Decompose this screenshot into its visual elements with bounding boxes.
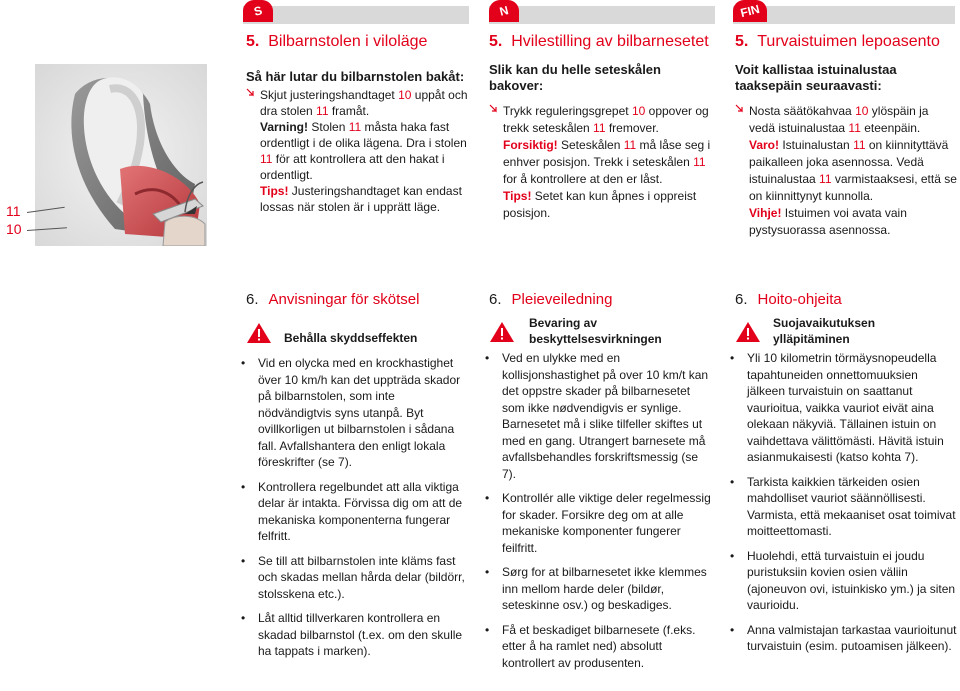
language-flag-fin: FIN bbox=[733, 0, 767, 22]
list-item: • Tarkista kaikkien tärkeiden osien mahdolliset vauriot säännöllisesti. Varmista, että mekaaniset osat toimivat moitteettomasti. bbox=[727, 474, 957, 540]
callout-label-10: 10 bbox=[6, 221, 22, 237]
seat-recline-illustration bbox=[35, 64, 207, 246]
section6-fin-heading: 6. Hoito-ohjeita bbox=[735, 291, 842, 308]
header-bar-s bbox=[243, 6, 469, 24]
section6-n-heading: 6. Pleieveiledning bbox=[489, 291, 613, 308]
section6-n-list bbox=[482, 350, 712, 679]
section5-s-instruction: Skjut justeringshandtaget 10 uppåt och dra stolen 11 framåt. Varning! Stolen 11 måsta haka fast ordentligt i de olika lägena. Dra i stolen 11 för att kontrollera att den hakat i ordentligt. Tips! Justeringshandtaget kan endast lossas när stolen är i upprätt läge. bbox=[246, 87, 471, 215]
warning-triangle-icon bbox=[246, 322, 272, 344]
section5-fin bbox=[735, 32, 957, 239]
arrow-icon bbox=[735, 104, 747, 116]
section5-n bbox=[489, 32, 717, 222]
list-item: • Yli 10 kilometrin törmäysnopeudella tapahtuneiden onnettomuuksien jälkeen turvaistuin on saattanut vaurioitua, vaikka vauriot eivät aina olekaan näkyviä. Tällainen istuin on vaihdettava välittömästi. Hävitä istuin asianmukaisesti (katso kohta 7). bbox=[727, 350, 957, 466]
list-item: • Få et beskadiget bilbarnesete (f.eks. etter å ha ramlet ned) absolutt kontrollert av produsenten. bbox=[482, 622, 712, 672]
list-item: • Ved en ulykke med en kollisjonshastighet på over 10 km/t kan det oppstre skader på bilbarnesetet som ikke nødvendigvis er synlige. Barnesetet må i slike tilfeller skiftes ut med en gang. Utrangert barnesete må avfallsbehandles forskriftsmessig (se 7). bbox=[482, 350, 712, 482]
section6-fin-warning: Suojavaikutuksen ylläpitäminen bbox=[735, 315, 957, 349]
section5-n-subheading: Slik kan du helle seteskålen bakover: bbox=[489, 62, 661, 93]
section5-fin-heading: 5. Turvaistuimen lepoasento bbox=[735, 33, 940, 50]
section5-s-subheading: Så här lutar du bilbarnstolen bakåt: bbox=[246, 69, 465, 84]
warning-triangle-icon bbox=[735, 321, 761, 343]
language-flag-n: N bbox=[489, 0, 519, 22]
section6-fin-list bbox=[727, 350, 957, 663]
list-item: • Se till att bilbarnstolen inte kläms fast och skadas mellan hårda delar (bildörr, stolsskena etc.). bbox=[238, 553, 466, 603]
list-item: • Sørg for at bilbarnesetet ikke klemmes inn mellom harde deler (bildør, seteskinne osv.) og beskadiges. bbox=[482, 564, 712, 614]
arrow-icon bbox=[489, 104, 501, 116]
callout-label-11: 11 bbox=[6, 203, 21, 219]
section5-n-heading: 5. Hvilestilling av bilbarnesetet bbox=[489, 33, 709, 50]
list-item: • Anna valmistajan tarkastaa vaurioitunut turvaistuin (esim. putoamisen jälkeen). bbox=[727, 622, 957, 655]
section5-s bbox=[246, 32, 471, 215]
list-item: • Kontrollera regelbundet att alla viktiga delar är intakta. Förvissa dig om att de mekaniska komponenterna fungerar felfritt. bbox=[238, 479, 466, 545]
section6-s-warning: Behålla skyddseffekten bbox=[246, 322, 466, 348]
section5-fin-subheading: Voit kallistaa istuinalustaa taaksepäin seuraavasti: bbox=[735, 62, 897, 93]
list-item: • Vid en olycka med en krockhastighet över 10 km/h kan det uppträda skador på bilbarnstolen, som inte nödvändigtvis syns utanpå. Byt ovillkorligen ut bilbarnstolen i sådana fall. Avfallshantera den enligt lokala föreskrifter (se 7). bbox=[238, 355, 466, 471]
language-flag-s: S bbox=[243, 0, 273, 22]
section5-n-instruction: Trykk reguleringsgrepet 10 oppover og trekk seteskålen 11 fremover. Forsiktig! Seteskålen 11 må låse seg i enhver posisjon. Trekk i seteskålen 11 for å kontrollere at den er låst. Tips! Setet kan kun åpnes i oppreist posisjon. bbox=[489, 103, 717, 222]
section6-s-heading: 6. Anvisningar för skötsel bbox=[246, 291, 420, 308]
section6-s-list bbox=[238, 355, 466, 668]
list-item: • Huolehdi, että turvaistuin ei joudu puristuksiin kovien osien väliin (ajoneuvon ovi, istuinkisko ym.) ja siten vaurioidu. bbox=[727, 548, 957, 614]
header-bar-n bbox=[489, 6, 715, 24]
section5-fin-instruction: Nosta säätökahvaa 10 ylöspäin ja vedä istuinalustaa 11 eteenpäin. Varo! Istuinalustan 11 on kiinnityttävä paikalleen joka asennossa. Vedä istuinalustaa 11 varmistaaksesi, että se on kiinnittynyt kunnolla. Vihje! Istuimen voi avata vain pystysuorassa asennossa. bbox=[735, 103, 957, 239]
section6-n-warning: Bevaring av beskyttelsesvirkningen bbox=[489, 315, 714, 349]
section5-s-heading: 5. Bilbarnstolen i viloläge bbox=[246, 33, 428, 50]
warning-triangle-icon bbox=[489, 321, 515, 343]
list-item: • Låt alltid tillverkaren kontrollera en skadad bilbarnstol (t.ex. om den skulle ha tappats i marken). bbox=[238, 610, 466, 660]
arrow-icon bbox=[246, 88, 258, 100]
list-item: • Kontrollér alle viktige deler regelmessig for skader. Forsikre deg om at alle mekaniske komponenter fungerer feilfritt. bbox=[482, 490, 712, 556]
